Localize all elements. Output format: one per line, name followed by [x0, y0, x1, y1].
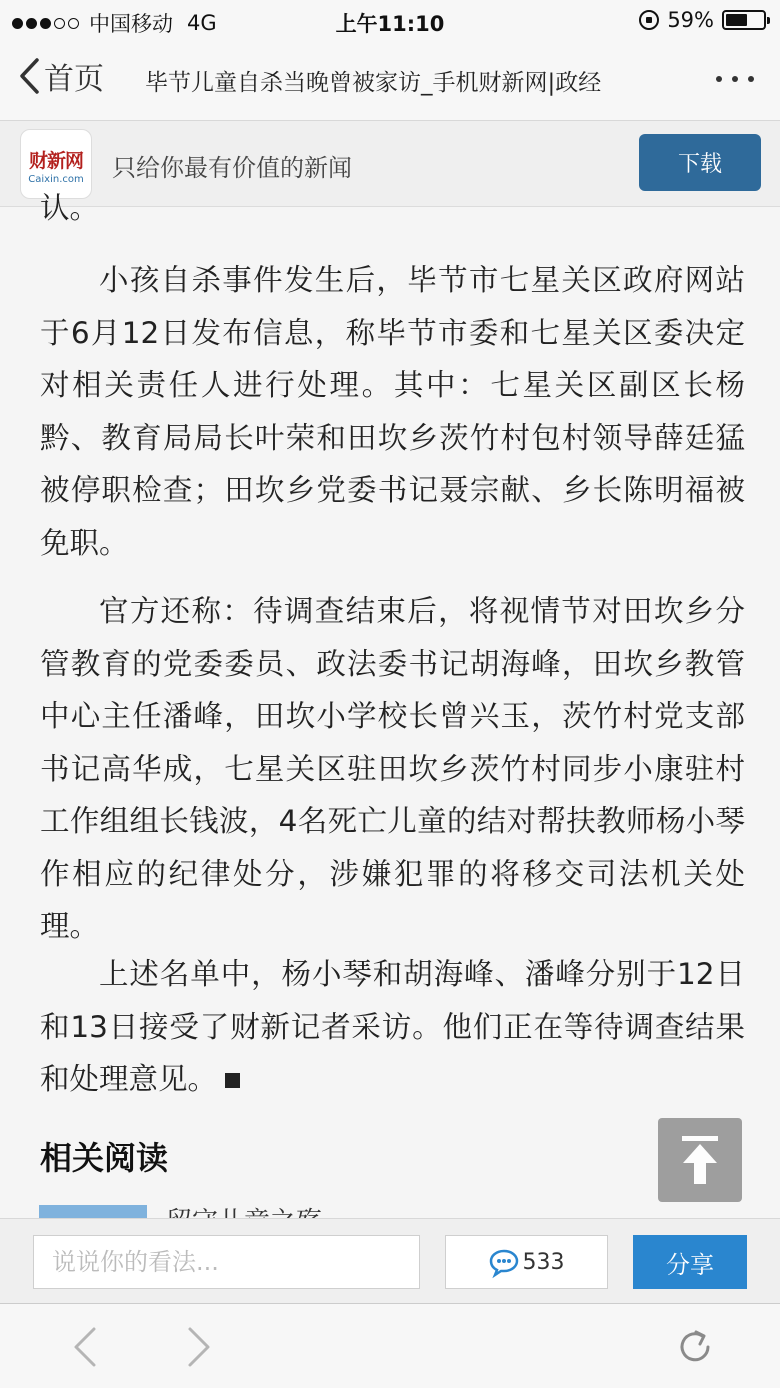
chevron-right-icon — [186, 1326, 212, 1368]
download-button[interactable]: 下载 — [639, 134, 761, 191]
more-options-icon[interactable] — [716, 76, 754, 82]
article-fragment: 认。 — [40, 191, 100, 225]
battery-percent: 59% — [667, 8, 714, 32]
logo-text-en: Caixin.com — [28, 174, 84, 185]
comment-input[interactable] — [33, 1235, 420, 1289]
chevron-left-icon — [72, 1326, 98, 1368]
back-label: 首页 — [44, 62, 104, 97]
browser-toolbar — [0, 1303, 780, 1388]
speech-bubble-icon — [489, 1248, 519, 1276]
chevron-left-icon — [18, 57, 40, 95]
clock: 上午11:10 — [335, 12, 445, 36]
network-type: 4G — [187, 11, 217, 35]
related-reading-heading: 相关阅读 — [40, 1139, 169, 1177]
article-paragraph-3-text: 上述名单中，杨小琴和胡海峰、潘峰分别于12日和13日接受了财新记者采访。他们正在等待调查结果和处理意见。 — [40, 957, 745, 1096]
browser-forward-button[interactable] — [186, 1326, 212, 1372]
rotation-lock-icon — [639, 10, 659, 30]
article-body — [0, 191, 780, 1218]
banner-tagline: 只给你最有价值的新闻 — [112, 154, 352, 182]
comment-bar — [0, 1218, 780, 1303]
status-bar — [0, 0, 780, 40]
end-mark-icon — [225, 1073, 240, 1088]
browser-back-button[interactable] — [72, 1326, 98, 1372]
arrow-up-to-top-icon — [658, 1118, 742, 1202]
reload-button[interactable] — [674, 1326, 716, 1372]
article-paragraph-1: 小孩自杀事件发生后，毕节市七星关区政府网站于6月12日发布信息，称毕节市委和七星关区委决定对相关责任人进行处理。其中：七星关区副区长杨黔、教育局局长叶荣和田坎乡茨竹村包村领导薛廷猛被停职检查；田坎乡党委书记聂宗献、乡长陈明福被免职。 — [40, 263, 745, 560]
nav-bar — [0, 40, 780, 121]
carrier-name: 中国移动 — [89, 12, 173, 36]
logo-text-cn: 财新网 — [28, 150, 83, 172]
page-title: 毕节儿童自杀当晚曾被家访_手机财新网|政经 — [145, 70, 602, 96]
reload-icon — [674, 1326, 716, 1368]
article-paragraph-2: 官方还称：待调查结束后，将视情节对田坎乡分管教育的党委委员、政法委书记胡海峰，田坎乡教管中心主任潘峰，田坎小学校长曾兴玉，茨竹村党支部书记高华成，七星关区驻田坎乡茨竹村同步小康驻村工作组组长钱波，4名死亡儿童的结对帮扶教师杨小琴作相应的纪律处分，涉嫌犯罪的将移交司法机关处理。 — [40, 594, 745, 943]
status-right — [639, 8, 766, 32]
share-button[interactable]: 分享 — [633, 1235, 747, 1289]
scroll-to-top-button[interactable] — [658, 1118, 742, 1202]
comment-count-button[interactable] — [445, 1235, 608, 1289]
battery-icon — [722, 10, 766, 30]
article-paragraph-3 — [40, 948, 745, 1106]
comment-count: 533 — [522, 1249, 565, 1275]
back-button[interactable] — [18, 54, 104, 98]
